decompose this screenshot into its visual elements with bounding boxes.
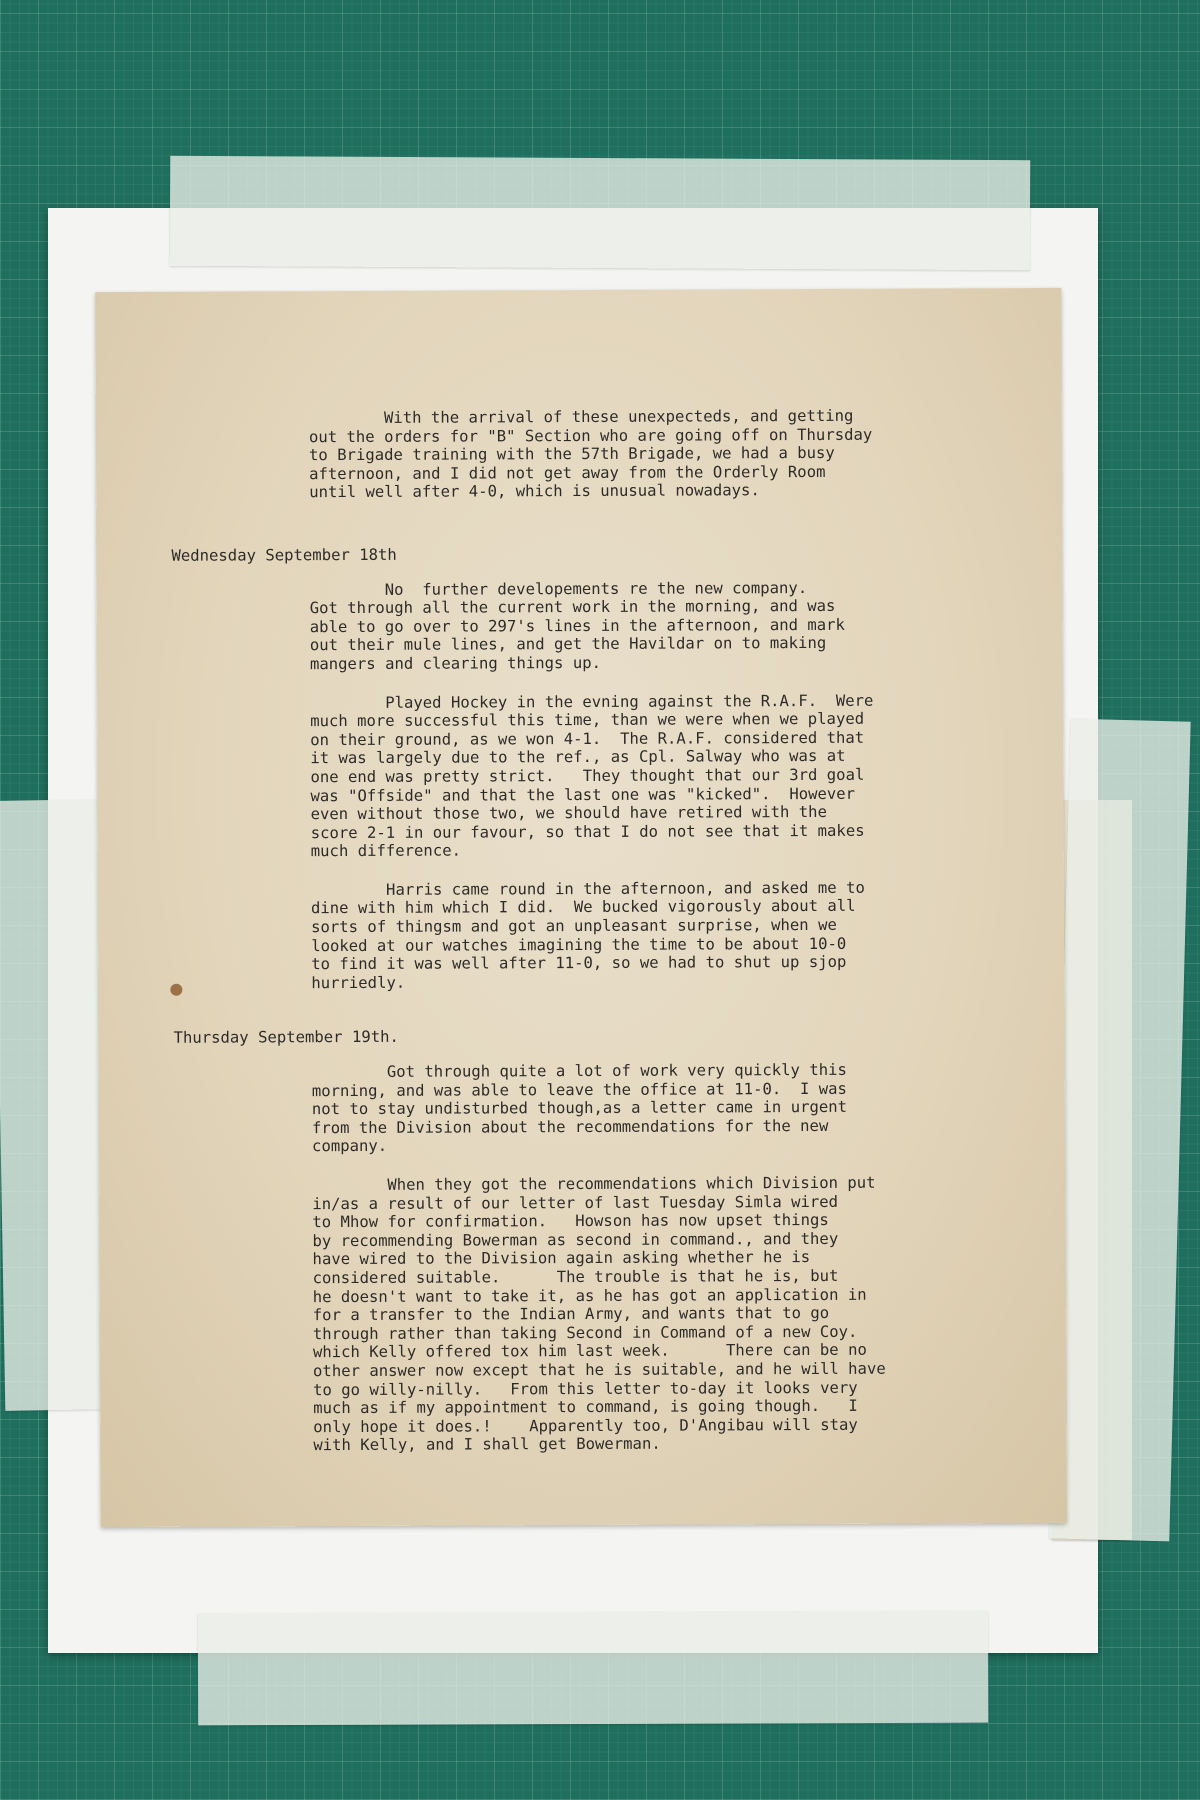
masking-tape-right (1049, 719, 1190, 1542)
entry-heading-thursday: Thursday September 19th. (173, 1028, 399, 1048)
typed-page (95, 288, 1066, 1527)
entry-paragraph: Got through quite a lot of work very quickly this morning, and was able to leave the office at 11-0. I was not to stay undisturbed though,as a letter came in urgent from the Division about the recommendations for the new company. (311, 1060, 848, 1156)
entry-heading-wednesday: Wednesday September 18th (171, 545, 397, 565)
ink-stain (170, 984, 182, 996)
entry-paragraph: No further developements re the new company. Got through all the current work in the morning, and was able to go over to 297's lines in the afternoon, and mark out their mule lines, and get the Havildar on to making mangers and clearing things up. (309, 578, 845, 674)
entry-paragraph: Played Hockey in the evning against the R.A.F. Were much more successful this time, than we were when we played on their ground, as we won 4-1. The R.A.F. considered that it was largely due to the ref., as Cpl. Salway who was at one end was pretty strict. They thought that our 3rd goal was "Offside" and that the last one was "kicked". However even without those two, we should have retired with the score 2-1 in our favour, so that I do not see that it makes much difference. (310, 691, 874, 861)
entry-paragraph: When they got the recommendations which Division put in/as a result of our letter of last Tuesday Simla wired to Mhow for confirmation. Howson has now upset things by recommending Bowerman as second in command., and they have wired to the Division again asking whether he is considered suitable. The trouble is that he is, but he doesn't want to take it, as he has got an application in for a transfer to the Indian Army, and wants that to go through rather than taking Second in Command of a new Coy. which Kelly offered tox him last week. There can be no other answer now except that he is suitable, and he will have to go willy-nilly. From this letter to-day it looks very much as if my appointment to command, is going though. I only hope it does.! Apparently too, D'Angibau will stay with Kelly, and I shall get Bowerman. (312, 1173, 886, 1455)
masking-tape-top (170, 156, 1031, 271)
intro-paragraph: With the arrival of these unexpecteds, and getting out the orders for "B" Section who are going off on Thursday to Brigade training with the 57th Brigade, we had a busy afternoon, and I did not get away from the Orderly Room until well after 4-0, which is unusual nowadays. (308, 406, 873, 502)
page-body (171, 406, 1016, 1455)
entry-paragraph: Harris came round in the afternoon, and asked me to dine with him which I did. We bucked vigorously about all sorts of thingsm and got an unpleasant surprise, when we looked at our watches imagining the time to be about 10-0 to find it was well after 11-0, so we had to shut up sjop hurriedly. (310, 878, 865, 993)
masking-tape-bottom (198, 1611, 988, 1726)
